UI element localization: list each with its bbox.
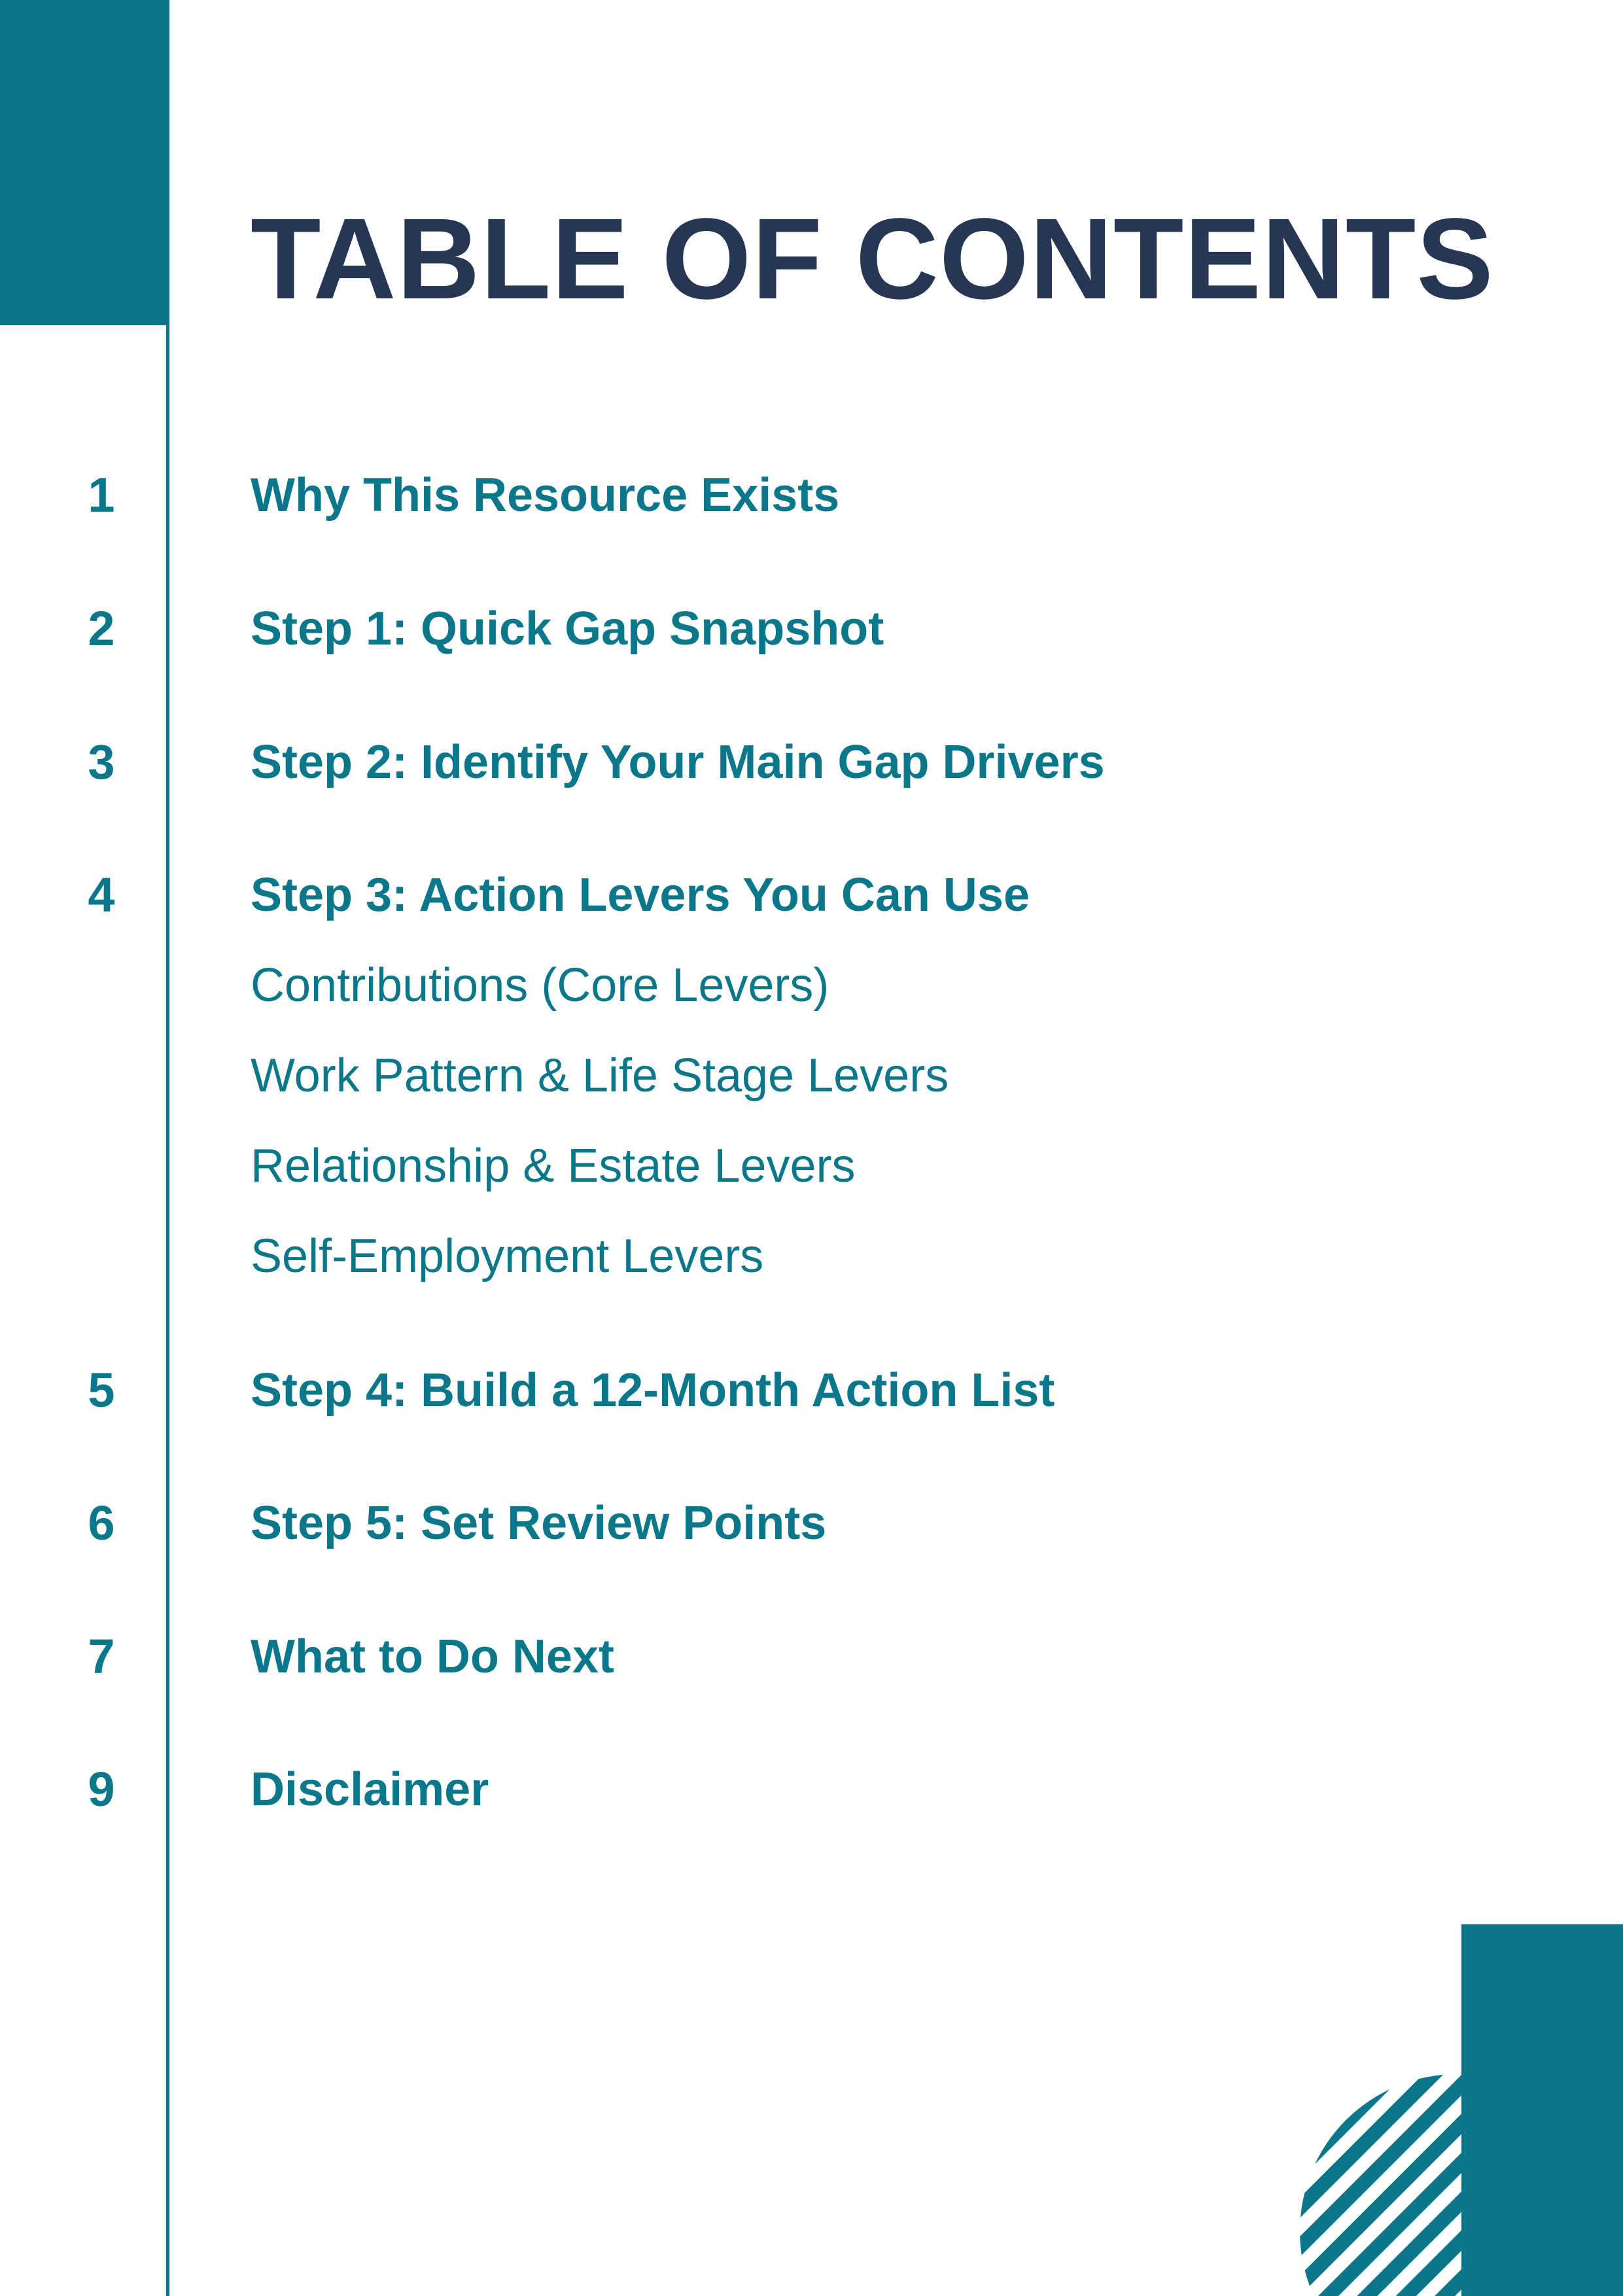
toc-entry-label[interactable]: What to Do Next xyxy=(251,1631,614,1683)
toc-subentry[interactable]: Self-Employment Levers xyxy=(251,1230,764,1282)
toc-page-number: 9 xyxy=(88,1762,115,1816)
toc-entry[interactable] xyxy=(0,866,1308,925)
toc-page-number: 1 xyxy=(88,468,115,522)
toc-subentry[interactable]: Contributions (Core Levers) xyxy=(251,959,829,1012)
toc-entry[interactable] xyxy=(0,733,1308,792)
corner-decoration xyxy=(1295,1917,1623,2296)
toc-entry-label[interactable]: Step 1: Quick Gap Snapshot xyxy=(251,603,884,655)
toc-entry-label[interactable]: Step 3: Action Levers You Can Use xyxy=(251,869,1030,921)
toc-page-number: 6 xyxy=(88,1496,115,1550)
toc-entry[interactable] xyxy=(0,1627,1308,1686)
header-accent-block xyxy=(0,0,169,325)
toc-page-number: 2 xyxy=(88,601,115,656)
corner-accent-block xyxy=(1461,1924,1623,2296)
toc-entry-label[interactable]: Why This Resource Exists xyxy=(251,469,840,521)
toc-page-number: 7 xyxy=(88,1629,115,1684)
toc-entry-label[interactable]: Step 2: Identify Your Main Gap Drivers xyxy=(251,736,1105,788)
striped-semicircle-icon xyxy=(1295,2068,1461,2296)
toc-page-number: 3 xyxy=(88,735,115,789)
toc-entry[interactable] xyxy=(0,1760,1308,1819)
toc-entry-label[interactable]: Step 4: Build a 12-Month Action List xyxy=(251,1364,1055,1417)
toc-page-number: 4 xyxy=(88,868,115,922)
toc-entry-label[interactable]: Disclaimer xyxy=(251,1763,489,1816)
toc-entry-label[interactable]: Step 5: Set Review Points xyxy=(251,1497,827,1549)
toc-subentry[interactable]: Relationship & Estate Levers xyxy=(251,1140,856,1192)
toc-entry[interactable] xyxy=(0,1361,1308,1420)
toc-entry[interactable] xyxy=(0,1494,1308,1553)
page-title: TABLE OF CONTENTS xyxy=(251,195,1494,323)
toc-page-number: 5 xyxy=(88,1363,115,1417)
toc-entry[interactable] xyxy=(0,599,1308,658)
toc-entry[interactable] xyxy=(0,466,1308,525)
toc-subentry[interactable]: Work Pattern & Life Stage Levers xyxy=(251,1050,949,1102)
